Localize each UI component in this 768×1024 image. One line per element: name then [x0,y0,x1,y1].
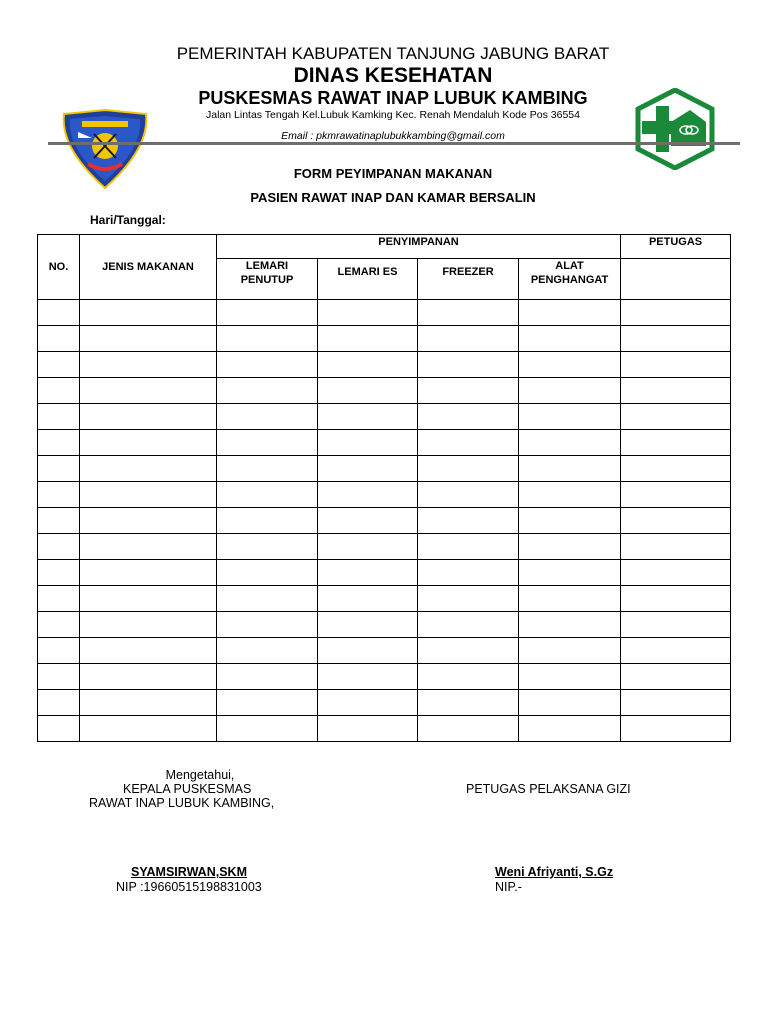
sub-header-alat-penghangat: ALAT PENGHANGAT [519,259,621,300]
table-cell[interactable] [217,378,318,404]
table-cell[interactable] [418,534,519,560]
table-row [38,456,731,482]
form-subtitle: PASIEN RAWAT INAP DAN KAMAR BERSALIN [250,190,536,205]
table-cell[interactable] [38,664,80,690]
table-cell[interactable] [621,638,731,664]
table-cell[interactable] [418,456,519,482]
table-row [38,664,731,690]
table-cell[interactable] [80,508,217,534]
table-cell[interactable] [217,690,318,716]
table-cell[interactable] [217,612,318,638]
table-cell[interactable] [80,534,217,560]
table-cell[interactable] [519,482,621,508]
sub-header-lemari-es: LEMARI ES [318,259,418,300]
table-cell[interactable] [80,612,217,638]
table-cell[interactable] [217,326,318,352]
table-cell[interactable] [38,482,80,508]
table-cell[interactable] [519,508,621,534]
sig-kepala-org: RAWAT INAP LUBUK KAMBING, [89,796,275,810]
header-department: DINAS KESEHATAN [293,64,493,87]
table-cell[interactable] [318,612,418,638]
table-cell[interactable] [217,352,318,378]
table-cell[interactable] [318,430,418,456]
table-cell[interactable] [418,508,519,534]
header-address: Jalan Lintas Tengah Kel.Lubuk Kamking Kec. Renah Mendaluh Kode Pos 36554 [206,109,580,121]
table-cell[interactable] [318,456,418,482]
table-row [38,560,731,586]
table-cell[interactable] [80,664,217,690]
table-cell[interactable] [80,716,217,742]
table-cell[interactable] [80,404,217,430]
table-cell[interactable] [418,404,519,430]
table-cell[interactable] [80,586,217,612]
table-cell[interactable] [621,690,731,716]
table-cell[interactable] [318,508,418,534]
table-cell[interactable] [217,716,318,742]
table-cell[interactable] [38,690,80,716]
table-cell[interactable] [519,456,621,482]
table-cell[interactable] [38,378,80,404]
table-cell[interactable] [621,482,731,508]
table-cell[interactable] [318,404,418,430]
table-cell[interactable] [217,404,318,430]
table-cell[interactable] [519,352,621,378]
table-cell[interactable] [318,300,418,326]
table-cell[interactable] [217,456,318,482]
table-cell[interactable] [519,300,621,326]
table-cell[interactable] [80,352,217,378]
table-cell[interactable] [418,638,519,664]
col-header-petugas: PETUGAS [621,235,731,259]
table-cell[interactable] [418,664,519,690]
table-cell[interactable] [418,612,519,638]
table-row [38,378,731,404]
table-cell[interactable] [318,352,418,378]
table-cell[interactable] [318,326,418,352]
table-cell[interactable] [38,300,80,326]
table-cell[interactable] [217,430,318,456]
table-cell[interactable] [38,560,80,586]
table-cell[interactable] [621,612,731,638]
table-cell[interactable] [418,430,519,456]
table-cell[interactable] [217,638,318,664]
table-cell[interactable] [519,612,621,638]
table-cell[interactable] [217,482,318,508]
table-cell[interactable] [519,664,621,690]
sig-right-name: Weni Afriyanti, S.Gz [495,865,614,879]
table-cell[interactable] [318,586,418,612]
table-row [38,690,731,716]
table-cell[interactable] [418,378,519,404]
food-storage-table [37,234,731,742]
table-cell[interactable] [38,326,80,352]
table-cell[interactable] [519,638,621,664]
header-divider [48,142,740,145]
table-cell[interactable] [418,560,519,586]
table-cell[interactable] [621,716,731,742]
table-cell[interactable] [217,586,318,612]
table-cell[interactable] [621,586,731,612]
sig-petugas-title: PETUGAS PELAKSANA GIZI [466,782,631,796]
table-cell[interactable] [418,300,519,326]
table-cell[interactable] [38,430,80,456]
table-cell[interactable] [318,716,418,742]
header-government: PEMERINTAH KABUPATEN TANJUNG JABUNG BARAT [176,44,610,63]
table-cell[interactable] [217,300,318,326]
table-cell[interactable] [38,508,80,534]
table-cell[interactable] [519,430,621,456]
table-cell[interactable] [217,508,318,534]
table-cell[interactable] [80,300,217,326]
table-cell[interactable] [80,326,217,352]
table-row [38,612,731,638]
table-cell[interactable] [519,404,621,430]
sig-left-name: SYAMSIRWAN,SKM [131,865,247,879]
table-cell[interactable] [418,326,519,352]
table-cell[interactable] [38,352,80,378]
form-title: FORM PEYIMPANAN MAKANAN [293,166,493,181]
table-body [38,300,731,742]
table-cell[interactable] [519,690,621,716]
table-cell[interactable] [621,352,731,378]
header-puskesmas: PUSKESMAS RAWAT INAP LUBUK KAMBING [198,88,588,108]
table-row [38,586,731,612]
table-cell[interactable] [418,690,519,716]
table-cell[interactable] [621,560,731,586]
table-cell[interactable] [519,586,621,612]
table-cell[interactable] [418,716,519,742]
table-row [38,482,731,508]
table-cell[interactable] [80,638,217,664]
table-row [38,404,731,430]
table-cell[interactable] [621,404,731,430]
table-cell[interactable] [318,482,418,508]
table-cell[interactable] [38,404,80,430]
table-row [38,326,731,352]
col-header-no: NO. [38,235,80,300]
table-row [38,534,731,560]
table-cell[interactable] [217,664,318,690]
sub-header-lemari-penutup: LEMARI PENUTUP [217,259,318,300]
table-cell[interactable] [217,534,318,560]
sig-mengetahui: Mengetahui, [165,768,235,782]
table-cell[interactable] [318,560,418,586]
table-cell[interactable] [80,690,217,716]
sub-header-freezer: FREEZER [418,259,519,300]
table-cell[interactable] [621,534,731,560]
table-cell[interactable] [621,508,731,534]
table-cell[interactable] [519,378,621,404]
table-cell[interactable] [80,378,217,404]
table-cell[interactable] [418,352,519,378]
table-row [38,508,731,534]
table-cell[interactable] [519,326,621,352]
table-row [38,638,731,664]
table-cell[interactable] [38,534,80,560]
table-row [38,716,731,742]
table-cell[interactable] [318,664,418,690]
table-cell[interactable] [621,300,731,326]
table-cell[interactable] [621,664,731,690]
table-cell[interactable] [80,482,217,508]
table-cell[interactable] [621,456,731,482]
table-cell[interactable] [418,482,519,508]
table-cell[interactable] [318,638,418,664]
table-cell[interactable] [80,456,217,482]
table-cell[interactable] [38,716,80,742]
table-cell[interactable] [318,378,418,404]
table-row [38,352,731,378]
table-cell[interactable] [38,586,80,612]
table-cell[interactable] [38,456,80,482]
sig-left-nip: NIP :19660515198831003 [116,880,262,894]
table-cell[interactable] [38,612,80,638]
sub-header-petugas-blank [621,259,731,300]
table-cell[interactable] [519,534,621,560]
sig-kepala-title: KEPALA PUSKESMAS [123,782,252,796]
table-cell[interactable] [519,560,621,586]
date-label: Hari/Tanggal: [90,213,166,227]
table-row [38,430,731,456]
table-cell[interactable] [621,378,731,404]
table-cell[interactable] [38,638,80,664]
sig-right-nip: NIP.- [495,880,522,894]
table-cell[interactable] [80,560,217,586]
table-cell[interactable] [621,326,731,352]
table-cell[interactable] [80,430,217,456]
col-header-jenis: JENIS MAKANAN [80,235,217,300]
table-cell[interactable] [621,430,731,456]
table-cell[interactable] [519,716,621,742]
col-header-penyimpanan: PENYIMPANAN [217,235,621,259]
table-row [38,300,731,326]
header-email: Email : pkmrawatinaplubukkambing@gmail.com [281,130,505,142]
table-cell[interactable] [318,534,418,560]
table-cell[interactable] [418,586,519,612]
table-cell[interactable] [217,560,318,586]
table-cell[interactable] [318,690,418,716]
